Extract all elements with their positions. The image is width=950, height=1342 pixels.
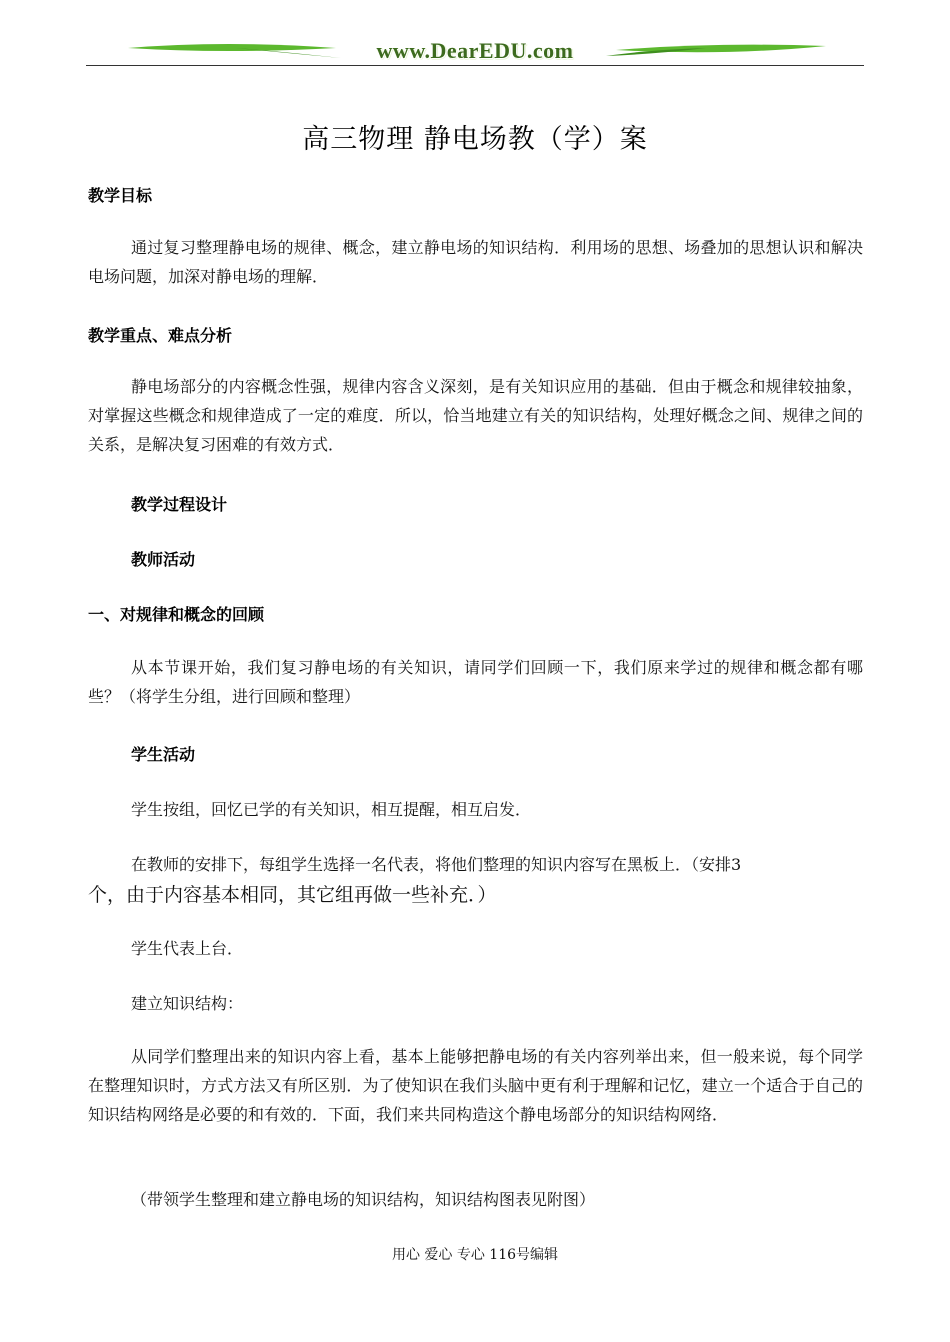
site-logo-text: www.DearEDU.com	[376, 38, 574, 63]
page-footer: 用心 爱心 专心 116号编辑	[391, 1247, 559, 1263]
student-line-1: 学生按组，回忆已学的有关知识，相互提醒，相互启发．	[131, 800, 532, 819]
review-paragraph: 从本节课开始，我们复习静电场的有关知识，请同学们回顾一下，我们原来学过的规律和概念都有哪些？（将学生分组，进行回顾和整理）	[88, 658, 863, 706]
student-line-3: 学生代表上台．	[131, 939, 244, 958]
process-heading: 教学过程设计	[131, 495, 228, 514]
header-divider	[86, 65, 864, 66]
review-heading: 一、对规律和概念的回顾	[88, 605, 265, 624]
goals-heading: 教学目标	[88, 186, 153, 205]
student-line-2a: 在教师的安排下，每组学生选择一名代表，将他们整理的知识内容写在黑板上．（安排3	[131, 855, 742, 874]
goals-paragraph: 通过复习整理静电场的规律、概念，建立静电场的知识结构．利用场的思想、场叠加的思想认识和解决电场问题，加深对静电场的理解．	[88, 238, 863, 286]
structure-paragraph: 从同学们整理出来的知识内容上看，基本上能够把静电场的有关内容列举出来，但一般来说，每个同学在整理知识时，方式方法又有所区别．为了使知识在我们头脑中更有利于理解和记忆，建立一个适合于自己的知识结构网络是必要的和有效的．下面，我们来共同构造这个静电场部分的知识结构网络．	[88, 1047, 863, 1124]
focus-heading: 教学重点、难点分析	[88, 326, 233, 345]
note-line: （带领学生整理和建立静电场的知识结构，知识结构图表见附图）	[131, 1190, 596, 1209]
document-title: 高三物理 静电场教（学）案	[302, 124, 648, 155]
student-line-2b: 个，由于内容基本相同，其它组再做一些补充．）	[88, 884, 497, 906]
structure-heading: 建立知识结构：	[131, 994, 244, 1013]
header-banner	[86, 30, 864, 68]
teacher-activity-heading: 教师活动	[131, 550, 196, 569]
student-activity-heading: 学生活动	[131, 745, 196, 764]
focus-paragraph: 静电场部分的内容概念性强，规律内容含义深刻，是有关知识应用的基础．但由于概念和规律较抽象，对掌握这些概念和规律造成了一定的难度．所以，恰当地建立有关的知识结构，处理好概念之间、规律之间的关系，是解决复习困难的有效方式．	[88, 377, 863, 454]
